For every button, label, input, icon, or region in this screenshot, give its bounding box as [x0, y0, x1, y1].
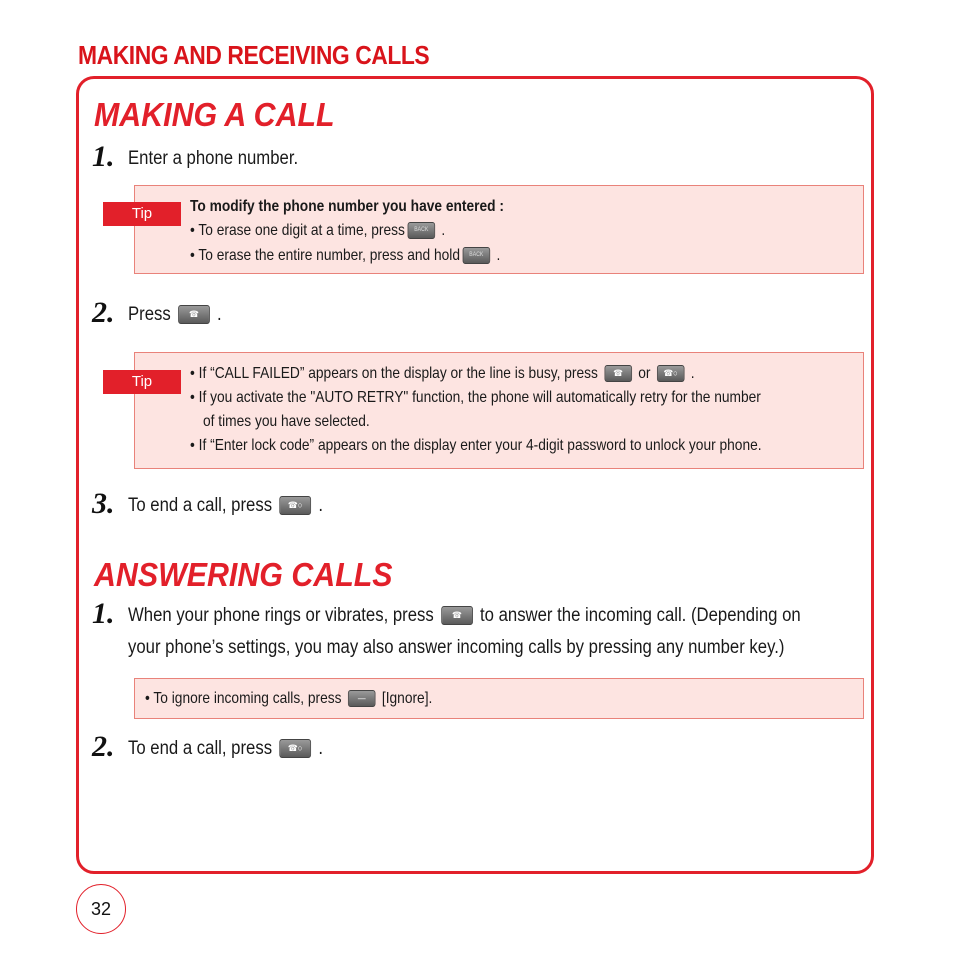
tip-call-failed-or: or	[638, 365, 651, 382]
tip-erase-digit-end: .	[441, 222, 446, 239]
answering-step-1-text: When your phone rings or vibrates, press	[128, 605, 434, 626]
tip-call-failed-end: .	[690, 365, 695, 382]
tip-erase-digit	[190, 222, 445, 240]
tip-auto-retry: • If you activate the "AUTO RETRY" function, the phone will automatically retry for the number	[190, 389, 761, 406]
making-step-3-number: 3.	[92, 487, 115, 520]
tip-title: To modify the phone number you have entered :	[190, 198, 504, 215]
answering-step-2-end: .	[318, 738, 323, 759]
send-key-icon: ☎	[604, 365, 632, 382]
send-key-icon: ☎	[441, 606, 473, 625]
tip-label: Tip	[103, 370, 181, 394]
answering-step-2-text	[128, 738, 323, 760]
making-a-call-heading: MAKING A CALL	[94, 96, 335, 133]
end-key-icon: ☎○	[657, 365, 685, 382]
back-key-icon	[463, 247, 491, 264]
tip-label: Tip	[103, 202, 181, 226]
making-step-3-text	[128, 495, 323, 517]
tip-call-failed-text: • If “CALL FAILED” appears on the display or the line is busy, press	[190, 365, 598, 382]
end-key-icon: ☎○	[279, 496, 311, 515]
making-step-3-end: .	[318, 495, 323, 516]
note-ignore-text: • To ignore incoming calls, press	[145, 690, 342, 707]
soft-key-icon: —	[348, 690, 376, 707]
tip-auto-retry-cont: of times you have selected.	[203, 413, 370, 430]
making-step-2-number: 2.	[92, 296, 115, 329]
answering-step-2-label: To end a call, press	[128, 738, 273, 759]
note-ignore-end: [Ignore].	[381, 690, 433, 707]
tip-erase-digit-text: • To erase one digit at a time, press	[190, 222, 405, 239]
tip-erase-all-end: .	[496, 247, 501, 264]
tip-lock-code: • If “Enter lock code” appears on the display enter your 4-digit password to unlock your phone.	[190, 437, 762, 454]
answering-step-2-number: 2.	[92, 730, 115, 763]
making-step-2-text	[128, 304, 222, 326]
making-step-1-text: Enter a phone number.	[128, 148, 299, 169]
note-ignore-calls	[145, 690, 432, 708]
answering-step-1-number: 1.	[92, 597, 115, 630]
send-key-icon: ☎	[178, 305, 210, 324]
answering-calls-heading: ANSWERING CALLS	[94, 556, 393, 593]
back-key-label: BACK	[469, 252, 484, 259]
tip-erase-all	[190, 247, 500, 265]
making-step-2-end: .	[217, 304, 222, 325]
end-key-icon: ☎○	[279, 739, 311, 758]
making-step-1-number: 1.	[92, 140, 115, 173]
answering-step-1-line1	[128, 605, 801, 627]
making-step-2-label: Press	[128, 304, 171, 325]
back-key-icon	[407, 222, 435, 239]
back-key-label: BACK	[414, 227, 429, 234]
answering-step-1-line2: your phone’s settings, you may also answer incoming calls by pressing any number key.)	[128, 637, 785, 658]
making-step-3-label: To end a call, press	[128, 495, 273, 516]
tip-erase-all-text: • To erase the entire number, press and hold	[190, 247, 460, 264]
page-number: 32	[76, 884, 126, 934]
answering-step-1-text-cont: to answer the incoming call. (Depending on	[480, 605, 801, 626]
tip-call-failed	[190, 365, 695, 383]
section-title: MAKING AND RECEIVING CALLS	[78, 40, 430, 70]
